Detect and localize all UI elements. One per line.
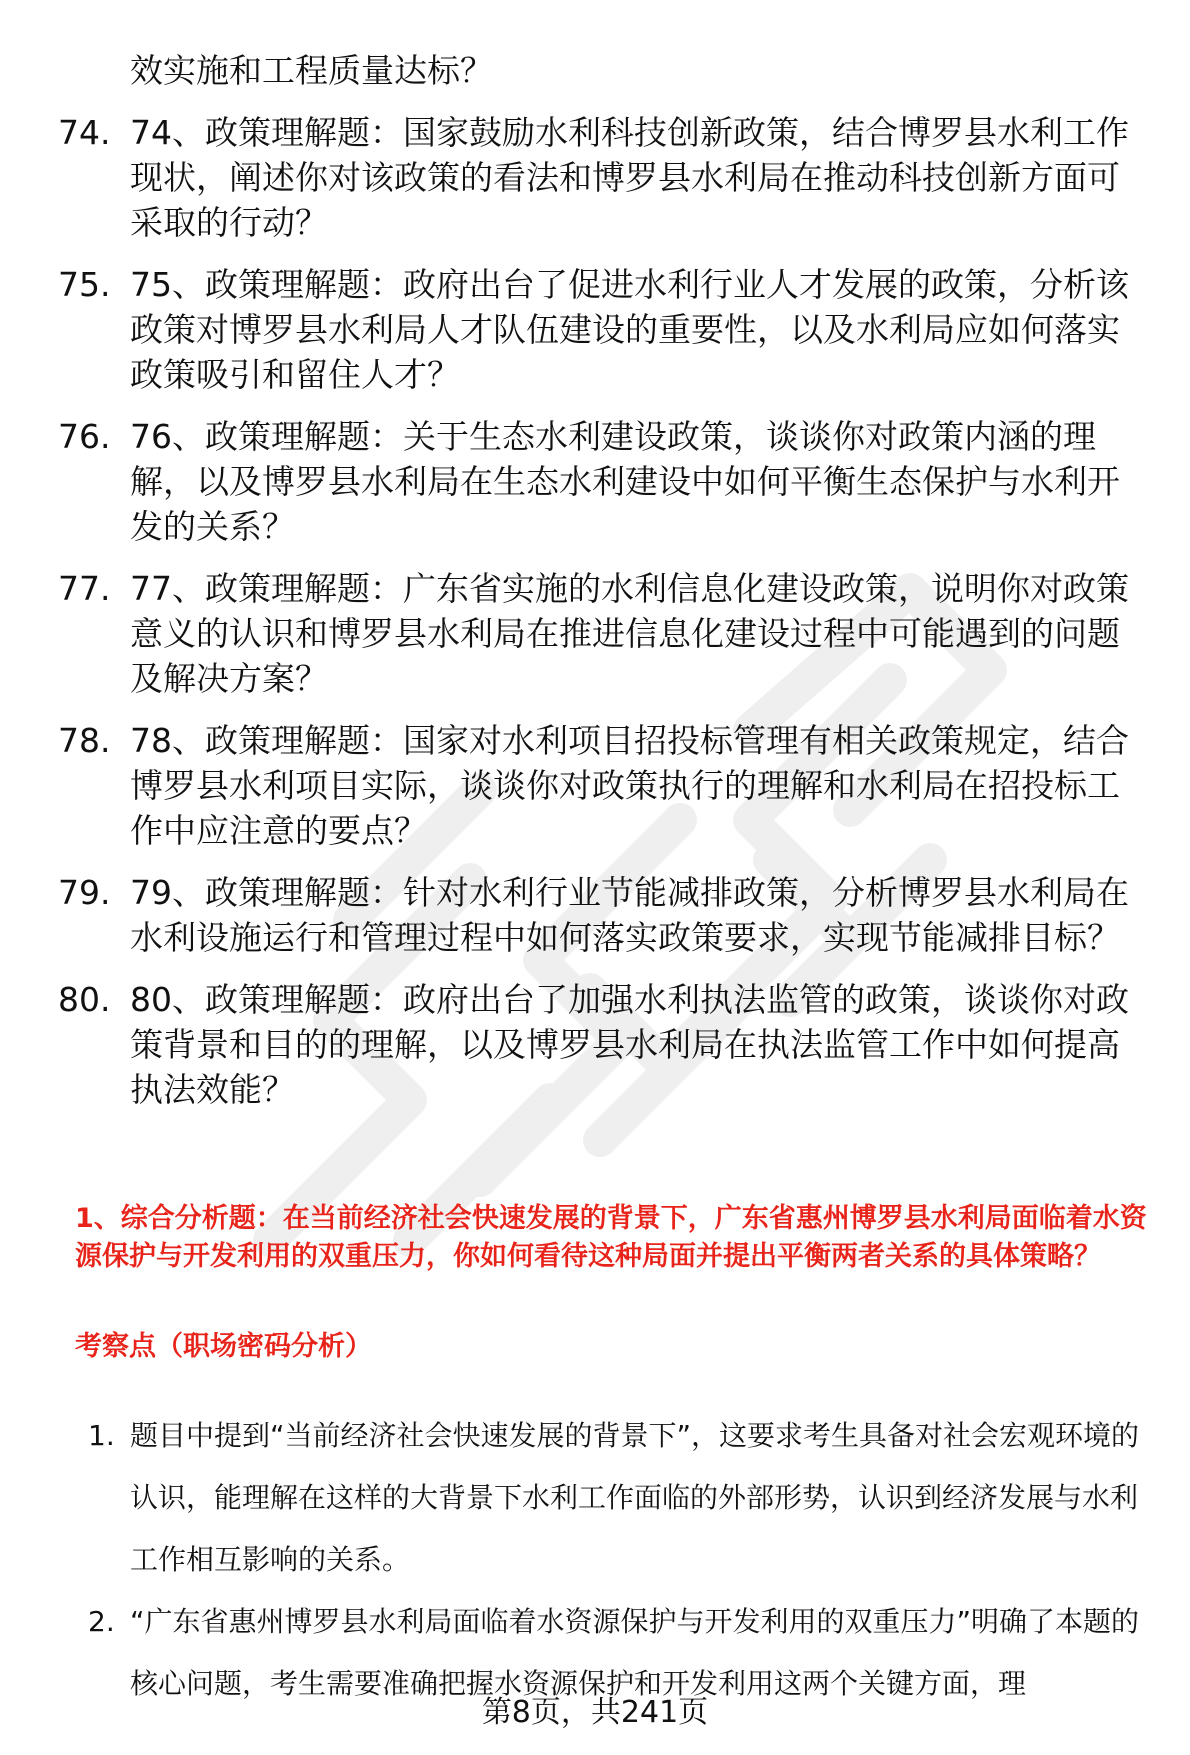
list-item-text: 79、政策理解题：针对水利行业节能减排政策，分析博罗县水利局在水利设施运行和管理过程中如何落实政策要求，实现节能减排目标？ [130,873,1129,957]
list-item-number: 74. [58,113,111,152]
list-item [0,870,1190,960]
list-item [0,718,1190,853]
section-heading: 考察点（职场密码分析） [75,1331,372,1362]
list-item-number: 2. [88,1605,115,1638]
list-item-number: 78. [58,721,111,760]
continued-question-text: 效实施和工程质量达标？ [130,51,493,90]
list-item-text: 75、政策理解题：政府出台了促进水利行业人才发展的政策，分析该政策对博罗县水利局人才队伍建设的重要性，以及水利局应如何落实政策吸引和留住人才？ [130,265,1129,394]
list-item [0,110,1190,245]
list-item [0,414,1190,549]
list-item [0,977,1190,1112]
list-item-number: 1. [88,1419,115,1452]
page-number-footer: 第8页，共241页 [481,1695,709,1730]
list-item-text: 题目中提到“当前经济社会快速发展的背景下”，这要求考生具备对社会宏观环境的认识，能理解在这样的大背景下水利工作面临的外部形势，认识到经济发展与水利工作相互影响的关系。 [130,1419,1140,1576]
list-item [0,262,1190,397]
question-list [0,110,1190,1129]
list-item-text: “广东省惠州博罗县水利局面临着水资源保护与开发利用的双重压力”明确了本题的核心问题，考生需要准确把握水资源保护和开发利用这两个关键方面，理 [130,1605,1140,1700]
list-item-number: 80. [58,980,111,1019]
list-item-text: 80、政策理解题：政府出台了加强水利执法监管的政策，谈谈你对政策背景和目的的理解，以及博罗县水利局在执法监管工作中如何提高执法效能？ [130,980,1129,1109]
list-item-number: 79. [58,873,111,912]
list-item-number: 76. [58,417,111,456]
list-item-text: 78、政策理解题：国家对水利项目招投标管理有相关政策规定，结合博罗县水利项目实际，谈谈你对政策执行的理解和水利局在招投标工作中应注意的要点？ [130,721,1129,850]
list-item-number: 77. [58,569,111,608]
list-item [0,1405,1190,1591]
analysis-point-list [0,1405,1190,1715]
list-item-text: 74、政策理解题：国家鼓励水利科技创新政策，结合博罗县水利工作现状，阐述你对该政策的看法和博罗县水利局在推动科技创新方面可采取的行动？ [130,113,1129,242]
list-item-text: 76、政策理解题：关于生态水利建设政策，谈谈你对政策内涵的理解，以及博罗县水利局在生态水利建设中如何平衡生态保护与水利开发的关系？ [130,417,1120,546]
list-item-text: 77、政策理解题：广东省实施的水利信息化建设政策，说明你对政策意义的认识和博罗县水利局在推进信息化建设过程中可能遇到的问题及解决方案？ [130,569,1129,698]
list-item [0,566,1190,701]
list-item-number: 75. [58,265,111,304]
highlight-question: 1、综合分析题：在当前经济社会快速发展的背景下，广东省惠州博罗县水利局面临着水资源保护与开发利用的双重压力，你如何看待这种局面并提出平衡两者关系的具体策略？ [75,1203,1147,1272]
